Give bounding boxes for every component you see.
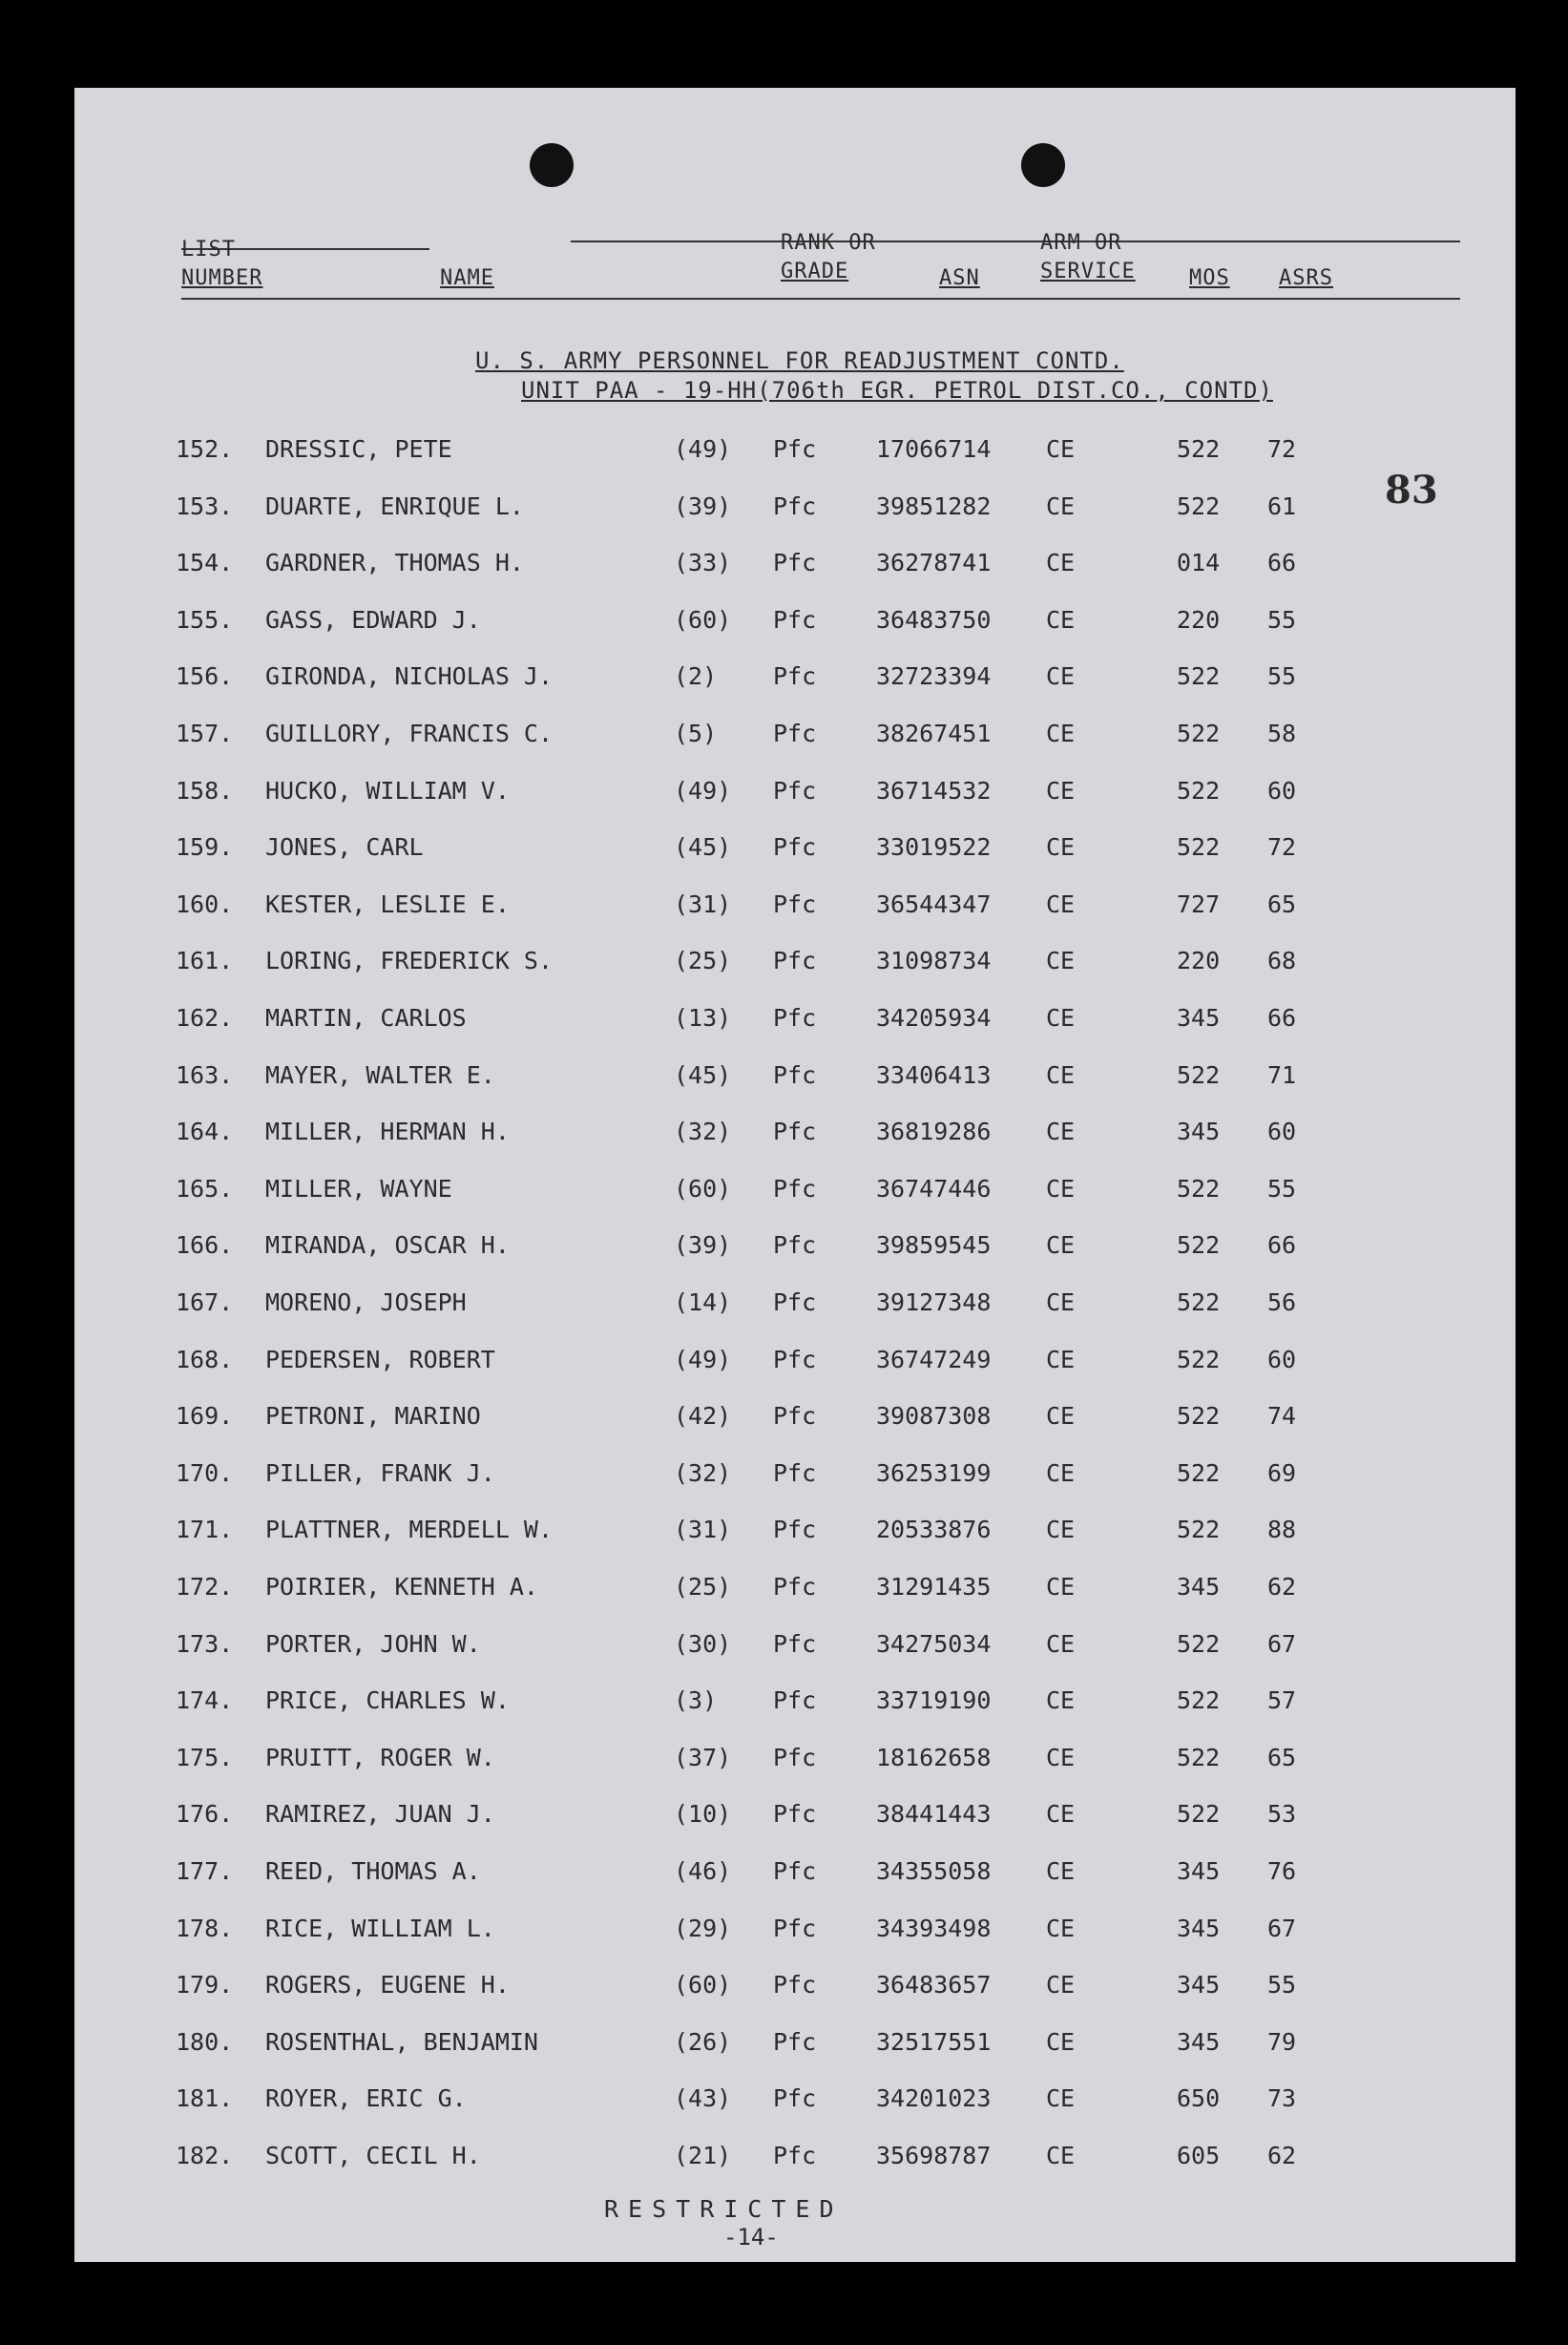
table-row [74, 1744, 1516, 1782]
cell-asrs: 62 [1267, 2142, 1297, 2169]
cell-arm: CE [1046, 1174, 1076, 1203]
cell-asn: 34275034 [876, 1629, 992, 1658]
cell-unit: (30) [674, 1629, 732, 1658]
cell-asrs: 57 [1267, 1686, 1297, 1715]
cell-asn: 31291435 [876, 1573, 992, 1601]
table-row [74, 1573, 1516, 1611]
cell-unit: (5) [674, 720, 718, 747]
table-row [74, 777, 1516, 815]
cell-grade: Pfc [773, 1516, 817, 1544]
cell-num: 172. [176, 1573, 234, 1601]
cell-grade: Pfc [773, 1402, 817, 1431]
cell-num: 152. [176, 435, 234, 463]
cell-grade: Pfc [773, 1345, 817, 1373]
cell-name: KESTER, LESLIE E. [265, 890, 510, 918]
cell-name: PETRONI, MARINO [265, 1402, 481, 1431]
table-row [74, 2142, 1516, 2180]
cell-asrs: 79 [1267, 2027, 1297, 2056]
cell-arm: CE [1046, 1686, 1076, 1715]
cell-asn: 36483750 [876, 605, 992, 634]
cell-name: ROGERS, EUGENE H. [265, 1971, 510, 2000]
header-mos: MOS [1189, 266, 1230, 290]
cell-unit: (32) [674, 1458, 732, 1487]
cell-asn: 34201023 [876, 2084, 992, 2113]
header-rule-top-right [571, 241, 1460, 242]
cell-asrs: 76 [1267, 1857, 1297, 1885]
cell-name: PRUITT, ROGER W. [265, 1743, 495, 1771]
cell-unit: (10) [674, 1800, 732, 1829]
cell-asrs: 55 [1267, 662, 1297, 691]
cell-grade: Pfc [773, 435, 817, 463]
cell-name: DRESSIC, PETE [265, 435, 452, 463]
table-row [74, 1857, 1516, 1895]
cell-mos: 522 [1177, 1516, 1221, 1544]
cell-name: LORING, FREDERICK S. [265, 947, 554, 975]
cell-num: 179. [176, 1971, 234, 2000]
cell-num: 160. [176, 890, 234, 918]
cell-arm: CE [1046, 833, 1076, 862]
cell-num: 165. [176, 1174, 234, 1203]
cell-mos: 345 [1177, 1004, 1221, 1032]
cell-unit: (21) [674, 2142, 732, 2169]
cell-unit: (2) [674, 662, 718, 691]
cell-unit: (60) [674, 605, 732, 634]
cell-name: RAMIREZ, JUAN J. [265, 1800, 495, 1829]
cell-asrs: 74 [1267, 1402, 1297, 1431]
page-mark: 83 [1385, 468, 1438, 513]
cell-unit: (45) [674, 1060, 732, 1089]
cell-unit: (60) [674, 1971, 732, 2000]
cell-arm: CE [1046, 720, 1076, 747]
cell-asrs: 55 [1267, 1971, 1297, 2000]
cell-mos: 522 [1177, 1629, 1221, 1658]
cell-unit: (49) [674, 1345, 732, 1373]
cell-name: ROSENTHAL, BENJAMIN [265, 2027, 538, 2056]
cell-mos: 727 [1177, 890, 1221, 918]
cell-num: 181. [176, 2084, 234, 2113]
cell-asn: 39851282 [876, 492, 992, 520]
table-row [74, 1175, 1516, 1213]
cell-asn: 33719190 [876, 1686, 992, 1715]
cell-grade: Pfc [773, 1118, 817, 1146]
cell-asn: 34355058 [876, 1857, 992, 1885]
cell-asrs: 58 [1267, 720, 1297, 747]
cell-asrs: 62 [1267, 1573, 1297, 1601]
table-row [74, 890, 1516, 929]
cell-mos: 522 [1177, 1345, 1221, 1373]
table-row [74, 606, 1516, 644]
cell-name: MIRANDA, OSCAR H. [265, 1231, 510, 1260]
cell-unit: (31) [674, 1516, 732, 1544]
cell-asn: 36747446 [876, 1174, 992, 1203]
cell-arm: CE [1046, 1971, 1076, 2000]
cell-mos: 345 [1177, 1857, 1221, 1885]
cell-num: 171. [176, 1516, 234, 1544]
cell-grade: Pfc [773, 1629, 817, 1658]
cell-num: 157. [176, 720, 234, 747]
cell-arm: CE [1046, 1458, 1076, 1487]
cell-grade: Pfc [773, 549, 817, 577]
cell-asrs: 65 [1267, 1743, 1297, 1771]
cell-name: DUARTE, ENRIQUE L. [265, 492, 524, 520]
cell-num: 154. [176, 549, 234, 577]
cell-num: 182. [176, 2142, 234, 2169]
cell-arm: CE [1046, 890, 1076, 918]
cell-grade: Pfc [773, 1743, 817, 1771]
cell-mos: 345 [1177, 1971, 1221, 2000]
cell-unit: (33) [674, 549, 732, 577]
cell-grade: Pfc [773, 2142, 817, 2169]
cell-num: 176. [176, 1800, 234, 1829]
cell-asn: 36253199 [876, 1458, 992, 1487]
header-arm: ARM OR SERVICE [1040, 231, 1136, 283]
cell-name: MARTIN, CARLOS [265, 1004, 467, 1032]
cell-mos: 522 [1177, 662, 1221, 691]
page-number: -14- [723, 2224, 779, 2251]
cell-arm: CE [1046, 2142, 1076, 2169]
cell-grade: Pfc [773, 605, 817, 634]
cell-mos: 522 [1177, 1686, 1221, 1715]
cell-asn: 36544347 [876, 890, 992, 918]
cell-num: 180. [176, 2027, 234, 2056]
cell-name: SCOTT, CECIL H. [265, 2142, 481, 2169]
cell-num: 156. [176, 662, 234, 691]
cell-unit: (39) [674, 1231, 732, 1260]
table-row [74, 1800, 1516, 1838]
cell-mos: 345 [1177, 1118, 1221, 1146]
cell-grade: Pfc [773, 1686, 817, 1715]
cell-arm: CE [1046, 776, 1076, 805]
cell-asrs: 60 [1267, 1345, 1297, 1373]
cell-asrs: 69 [1267, 1458, 1297, 1487]
cell-arm: CE [1046, 2084, 1076, 2113]
cell-unit: (13) [674, 1004, 732, 1032]
cell-arm: CE [1046, 1004, 1076, 1032]
cell-unit: (49) [674, 435, 732, 463]
cell-asrs: 55 [1267, 605, 1297, 634]
cell-name: PORTER, JOHN W. [265, 1629, 481, 1658]
cell-asrs: 56 [1267, 1288, 1297, 1316]
cell-asrs: 72 [1267, 833, 1297, 862]
cell-mos: 014 [1177, 549, 1221, 577]
table-row [74, 549, 1516, 587]
cell-name: GIRONDA, NICHOLAS J. [265, 662, 554, 691]
cell-num: 173. [176, 1629, 234, 1658]
cell-asrs: 67 [1267, 1629, 1297, 1658]
header-name: NAME [440, 266, 494, 290]
cell-asn: 33019522 [876, 833, 992, 862]
binder-hole-left [530, 143, 574, 187]
cell-unit: (45) [674, 833, 732, 862]
cell-grade: Pfc [773, 1971, 817, 2000]
cell-asn: 38441443 [876, 1800, 992, 1829]
cell-asn: 20533876 [876, 1516, 992, 1544]
cell-grade: Pfc [773, 1288, 817, 1316]
cell-unit: (14) [674, 1288, 732, 1316]
cell-unit: (42) [674, 1402, 732, 1431]
cell-asrs: 66 [1267, 549, 1297, 577]
unit-title: UNIT PAA - 19-HH(706th EGR. PETROL DIST.CO., CONTD) [521, 377, 1273, 404]
cell-name: MAYER, WALTER E. [265, 1060, 495, 1089]
cell-arm: CE [1046, 1573, 1076, 1601]
cell-asrs: 67 [1267, 1914, 1297, 1942]
cell-grade: Pfc [773, 2027, 817, 2056]
cell-arm: CE [1046, 1060, 1076, 1089]
cell-unit: (25) [674, 1573, 732, 1601]
cell-arm: CE [1046, 947, 1076, 975]
cell-asn: 36483657 [876, 1971, 992, 2000]
cell-asrs: 68 [1267, 947, 1297, 975]
cell-asn: 33406413 [876, 1060, 992, 1089]
cell-asn: 39087308 [876, 1402, 992, 1431]
cell-asn: 36714532 [876, 776, 992, 805]
cell-arm: CE [1046, 1231, 1076, 1260]
binder-hole-right [1021, 143, 1065, 187]
cell-num: 163. [176, 1060, 234, 1089]
cell-arm: CE [1046, 549, 1076, 577]
cell-name: GUILLORY, FRANCIS C. [265, 720, 554, 747]
cell-grade: Pfc [773, 1573, 817, 1601]
cell-grade: Pfc [773, 947, 817, 975]
cell-mos: 522 [1177, 1288, 1221, 1316]
table-row [74, 1118, 1516, 1156]
cell-asrs: 61 [1267, 492, 1297, 520]
cell-name: RICE, WILLIAM L. [265, 1914, 495, 1942]
table-row [74, 1630, 1516, 1668]
header-list-number: LIST NUMBER [181, 238, 263, 290]
cell-arm: CE [1046, 605, 1076, 634]
cell-grade: Pfc [773, 1231, 817, 1260]
cell-mos: 220 [1177, 605, 1221, 634]
cell-num: 167. [176, 1288, 234, 1316]
classification-stamp: RESTRICTED [604, 2195, 844, 2223]
cell-asrs: 65 [1267, 890, 1297, 918]
cell-grade: Pfc [773, 833, 817, 862]
cell-asn: 18162658 [876, 1743, 992, 1771]
cell-asrs: 53 [1267, 1800, 1297, 1829]
cell-name: MILLER, WAYNE [265, 1174, 452, 1203]
cell-grade: Pfc [773, 662, 817, 691]
cell-num: 169. [176, 1402, 234, 1431]
cell-unit: (3) [674, 1686, 718, 1715]
cell-num: 175. [176, 1743, 234, 1771]
header-rule-bottom [181, 298, 1460, 300]
table-row [74, 1061, 1516, 1099]
table-row [74, 2028, 1516, 2066]
header-asn: ASN [939, 266, 980, 290]
cell-num: 170. [176, 1458, 234, 1487]
cell-asn: 34393498 [876, 1914, 992, 1942]
cell-num: 161. [176, 947, 234, 975]
cell-asn: 17066714 [876, 435, 992, 463]
cell-asn: 39127348 [876, 1288, 992, 1316]
table-row [74, 662, 1516, 701]
cell-mos: 522 [1177, 1458, 1221, 1487]
cell-mos: 522 [1177, 492, 1221, 520]
cell-arm: CE [1046, 1516, 1076, 1544]
cell-arm: CE [1046, 1629, 1076, 1658]
cell-asn: 39859545 [876, 1231, 992, 1260]
table-row [74, 1915, 1516, 1953]
cell-mos: 522 [1177, 435, 1221, 463]
cell-grade: Pfc [773, 1060, 817, 1089]
table-row [74, 1686, 1516, 1725]
table-row [74, 1288, 1516, 1327]
cell-asn: 31098734 [876, 947, 992, 975]
cell-asrs: 66 [1267, 1231, 1297, 1260]
cell-asrs: 88 [1267, 1516, 1297, 1544]
cell-num: 155. [176, 605, 234, 634]
cell-name: GASS, EDWARD J. [265, 605, 481, 634]
cell-grade: Pfc [773, 2084, 817, 2113]
cell-asrs: 55 [1267, 1174, 1297, 1203]
cell-asn: 32517551 [876, 2027, 992, 2056]
cell-name: JONES, CARL [265, 833, 424, 862]
cell-mos: 522 [1177, 1800, 1221, 1829]
cell-arm: CE [1046, 492, 1076, 520]
document-page [74, 88, 1516, 2262]
cell-mos: 345 [1177, 1573, 1221, 1601]
table-row [74, 1402, 1516, 1440]
cell-name: PILLER, FRANK J. [265, 1458, 495, 1487]
cell-unit: (29) [674, 1914, 732, 1942]
table-row [74, 720, 1516, 758]
cell-mos: 605 [1177, 2142, 1221, 2169]
cell-asn: 38267451 [876, 720, 992, 747]
table-row [74, 435, 1516, 473]
cell-num: 153. [176, 492, 234, 520]
table-row [74, 1459, 1516, 1497]
header-asrs: ASRS [1279, 266, 1333, 290]
header-rank: RANK OR GRADE [781, 231, 876, 283]
cell-asn: 35698787 [876, 2142, 992, 2169]
list-title: U. S. ARMY PERSONNEL FOR READJUSTMENT CONTD. [475, 347, 1124, 374]
cell-unit: (37) [674, 1743, 732, 1771]
cell-asn: 36819286 [876, 1118, 992, 1146]
cell-asn: 32723394 [876, 662, 992, 691]
cell-mos: 522 [1177, 1060, 1221, 1089]
cell-arm: CE [1046, 435, 1076, 463]
cell-arm: CE [1046, 1118, 1076, 1146]
cell-arm: CE [1046, 1345, 1076, 1373]
cell-grade: Pfc [773, 1857, 817, 1885]
cell-name: GARDNER, THOMAS H. [265, 549, 524, 577]
cell-arm: CE [1046, 1914, 1076, 1942]
cell-unit: (43) [674, 2084, 732, 2113]
cell-asn: 36747249 [876, 1345, 992, 1373]
cell-grade: Pfc [773, 890, 817, 918]
cell-mos: 522 [1177, 1402, 1221, 1431]
cell-mos: 522 [1177, 1231, 1221, 1260]
cell-name: PRICE, CHARLES W. [265, 1686, 510, 1715]
table-row [74, 947, 1516, 985]
cell-num: 177. [176, 1857, 234, 1885]
cell-num: 162. [176, 1004, 234, 1032]
cell-mos: 522 [1177, 833, 1221, 862]
cell-num: 168. [176, 1345, 234, 1373]
cell-arm: CE [1046, 1402, 1076, 1431]
cell-grade: Pfc [773, 776, 817, 805]
table-row [74, 2084, 1516, 2123]
table-row [74, 1971, 1516, 2009]
cell-unit: (32) [674, 1118, 732, 1146]
cell-arm: CE [1046, 1743, 1076, 1771]
cell-arm: CE [1046, 662, 1076, 691]
cell-asrs: 60 [1267, 1118, 1297, 1146]
cell-name: POIRIER, KENNETH A. [265, 1573, 538, 1601]
cell-mos: 522 [1177, 1743, 1221, 1771]
cell-mos: 220 [1177, 947, 1221, 975]
cell-arm: CE [1046, 1288, 1076, 1316]
cell-grade: Pfc [773, 720, 817, 747]
cell-arm: CE [1046, 1800, 1076, 1829]
cell-num: 159. [176, 833, 234, 862]
cell-grade: Pfc [773, 1914, 817, 1942]
table-row [74, 1231, 1516, 1269]
cell-asn: 34205934 [876, 1004, 992, 1032]
cell-name: MORENO, JOSEPH [265, 1288, 467, 1316]
cell-num: 178. [176, 1914, 234, 1942]
cell-unit: (49) [674, 776, 732, 805]
cell-asrs: 60 [1267, 776, 1297, 805]
cell-grade: Pfc [773, 492, 817, 520]
table-row [74, 492, 1516, 531]
cell-mos: 650 [1177, 2084, 1221, 2113]
cell-name: MILLER, HERMAN H. [265, 1118, 510, 1146]
cell-name: REED, THOMAS A. [265, 1857, 481, 1885]
cell-mos: 345 [1177, 1914, 1221, 1942]
cell-unit: (26) [674, 2027, 732, 2056]
cell-unit: (31) [674, 890, 732, 918]
cell-mos: 522 [1177, 776, 1221, 805]
cell-name: ROYER, ERIC G. [265, 2084, 467, 2113]
cell-arm: CE [1046, 1857, 1076, 1885]
cell-grade: Pfc [773, 1004, 817, 1032]
cell-unit: (46) [674, 1857, 732, 1885]
cell-unit: (39) [674, 492, 732, 520]
cell-name: HUCKO, WILLIAM V. [265, 776, 510, 805]
cell-unit: (60) [674, 1174, 732, 1203]
cell-asrs: 66 [1267, 1004, 1297, 1032]
table-row [74, 833, 1516, 871]
cell-asrs: 73 [1267, 2084, 1297, 2113]
table-row [74, 1004, 1516, 1042]
cell-grade: Pfc [773, 1800, 817, 1829]
cell-mos: 522 [1177, 1174, 1221, 1203]
cell-num: 158. [176, 776, 234, 805]
cell-name: PLATTNER, MERDELL W. [265, 1516, 554, 1544]
table-row [74, 1346, 1516, 1384]
cell-grade: Pfc [773, 1458, 817, 1487]
cell-num: 174. [176, 1686, 234, 1715]
cell-mos: 345 [1177, 2027, 1221, 2056]
cell-unit: (25) [674, 947, 732, 975]
cell-num: 166. [176, 1231, 234, 1260]
cell-asrs: 71 [1267, 1060, 1297, 1089]
cell-num: 164. [176, 1118, 234, 1146]
table-row [74, 1516, 1516, 1554]
cell-grade: Pfc [773, 1174, 817, 1203]
cell-name: PEDERSEN, ROBERT [265, 1345, 495, 1373]
cell-asrs: 72 [1267, 435, 1297, 463]
cell-mos: 522 [1177, 720, 1221, 747]
cell-asn: 36278741 [876, 549, 992, 577]
cell-arm: CE [1046, 2027, 1076, 2056]
